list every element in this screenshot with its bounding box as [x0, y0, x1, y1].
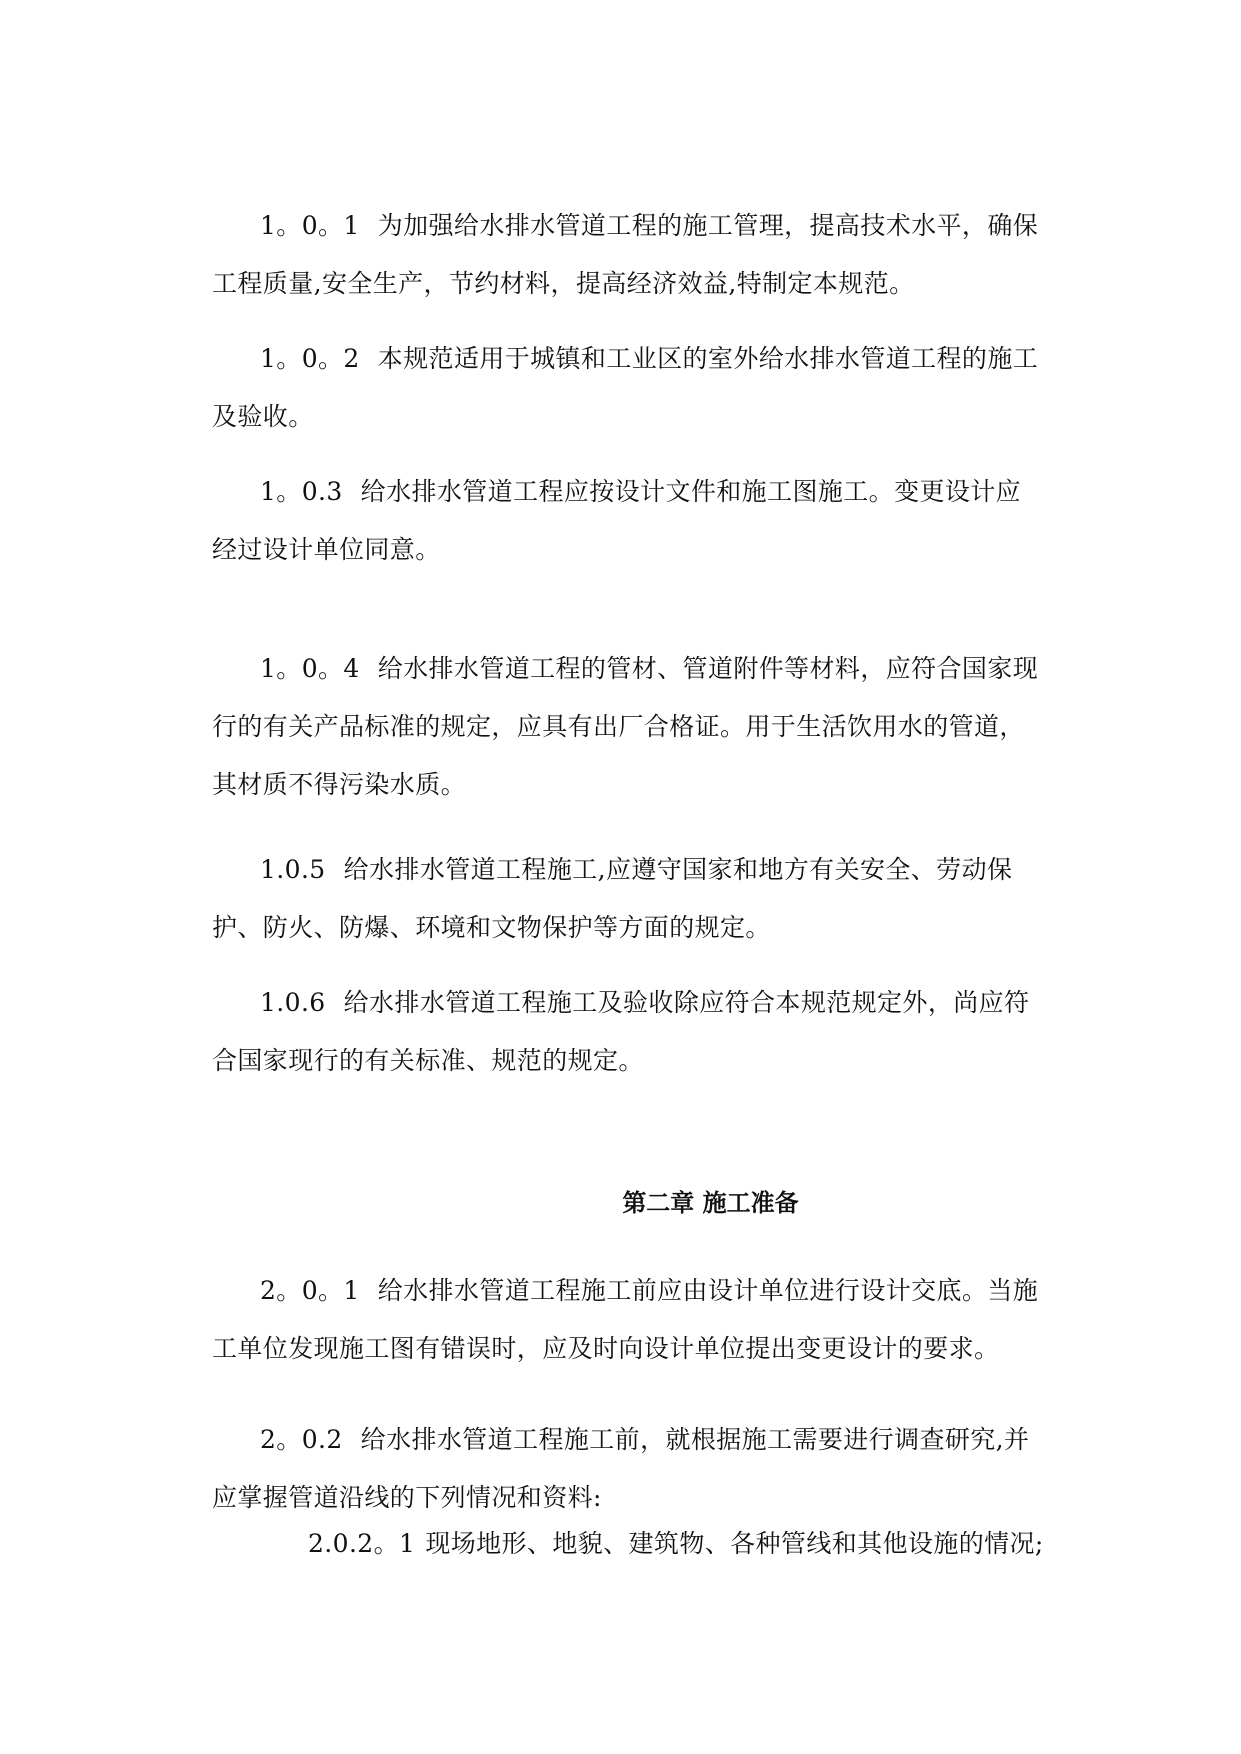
clause-text: 为加强给水排水管道工程的施工管理，提高技术水平，确保工程质量,安全生产，节约材料，提高经济效益,特制定本规范。: [212, 211, 1039, 298]
clause-1-0-2: [212, 330, 1042, 446]
subclause-number: 2.0.2。1: [308, 1529, 416, 1558]
clause-number: 1.0.6: [260, 988, 326, 1017]
clause-text: 给水排水管道工程施工前应由设计单位进行设计交底。当施工单位发现施工图有错误时，应及时向设计单位提出变更设计的要求。: [212, 1276, 1039, 1363]
clause-text: 本规范适用于城镇和工业区的室外给水排水管道工程的施工及验收。: [212, 344, 1039, 431]
clause-number: 1。0。2: [260, 344, 360, 373]
clause-number: 1.0.5: [260, 855, 326, 884]
subclause-2-0-2-1: [308, 1515, 1048, 1573]
clause-number: 2。0。1: [260, 1276, 360, 1305]
chapter-title: 第二章 施工准备: [622, 1189, 799, 1217]
clause-1-0-6: [212, 974, 1042, 1090]
clause-number: 1。0.3: [260, 477, 343, 506]
clause-text: 给水排水管道工程的管材、管道附件等材料，应符合国家现行的有关产品标准的规定，应具有出厂合格证。用于生活饮用水的管道，其材质不得污染水质。: [212, 654, 1039, 799]
subclause-text: 现场地形、地貌、建筑物、各种管线和其他设施的情况;: [425, 1529, 1044, 1558]
clause-number: 1。0。1: [260, 211, 360, 240]
clause-1-0-5: [212, 841, 1042, 957]
clause-2-0-1: [212, 1262, 1042, 1378]
clause-number: 1。0。4: [260, 654, 360, 683]
clause-1-0-3: [212, 463, 1042, 579]
clause-number: 2。0.2: [260, 1425, 343, 1454]
clause-text: 给水排水管道工程施工,应遵守国家和地方有关安全、劳动保护、防火、防爆、环境和文物保护等方面的规定。: [212, 855, 1013, 942]
clause-1-0-4: [212, 640, 1042, 814]
clause-text: 给水排水管道工程应按设计文件和施工图施工。变更设计应经过设计单位同意。: [212, 477, 1022, 564]
clause-2-0-2: [212, 1411, 1042, 1527]
clause-1-0-1: [212, 197, 1042, 313]
clause-text: 给水排水管道工程施工前，就根据施工需要进行调查研究,并应掌握管道沿线的下列情况和资料:: [212, 1425, 1030, 1512]
clause-text: 给水排水管道工程施工及验收除应符合本规范规定外，尚应符合国家现行的有关标准、规范的规定。: [212, 988, 1030, 1075]
